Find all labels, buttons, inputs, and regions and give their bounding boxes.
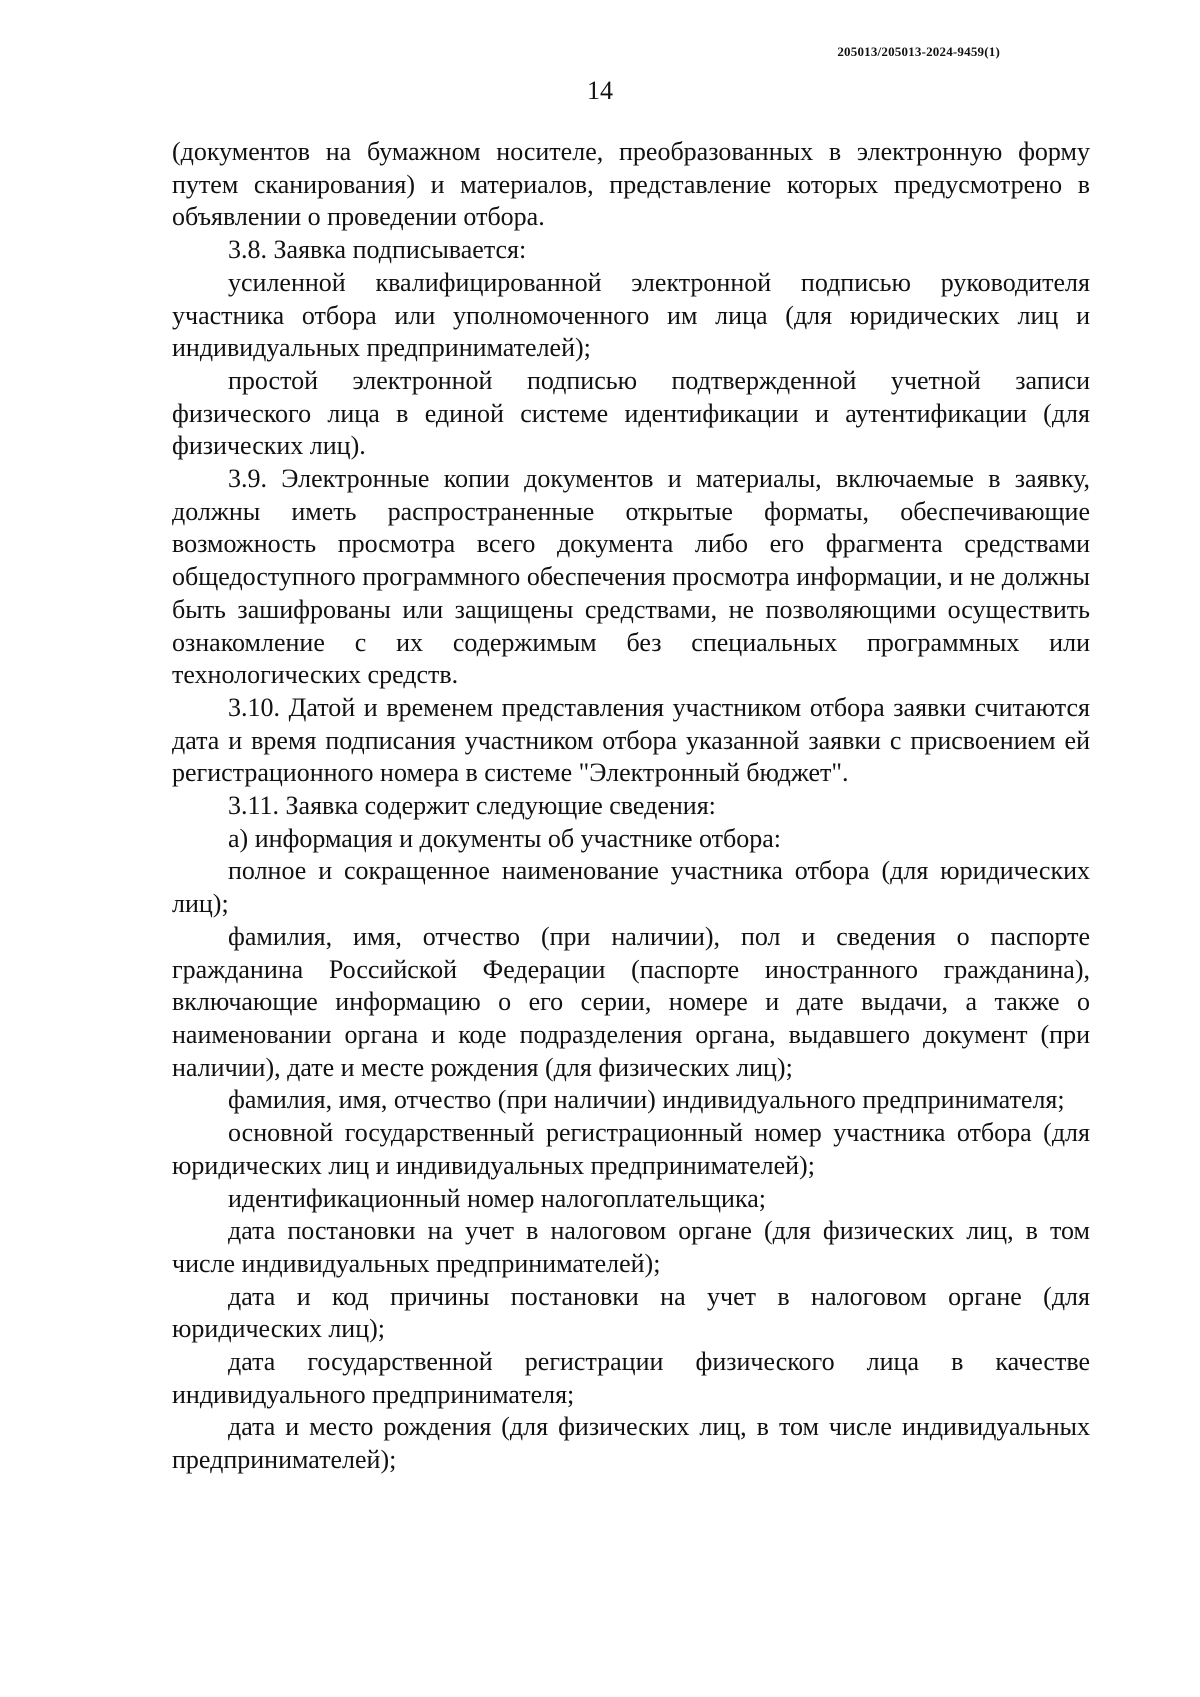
list-item-kpp: дата и код причины постановки на учет в налоговом органе (для юридических лиц); [172, 1281, 1090, 1344]
list-item-passport: фамилия, имя, отчество (при наличии), пол и сведения о паспорте гражданина Российской Федерации (паспорте иностранного гражданина), включающие информацию о его серии, номере и дате выдачи, а также о наименовании органа и коде подразделения органа, выдавшего документ (при наличии), дате и месте рождения (для физических лиц); [172, 921, 1090, 1082]
paragraph-3-8: 3.8. Заявка подписывается: [228, 235, 527, 265]
document-body [172, 136, 1090, 1477]
list-item-ogrn: основной государственный регистрационный номер участника отбора (для юридических лиц и индивидуальных предпринимателей); [172, 1118, 1090, 1180]
list-item-tax-registration-date: дата постановки на учет в налоговом органе (для физических лиц, в том числе индивидуальных предпринимателей); [172, 1216, 1090, 1278]
paragraph-3-11-a: а) информация и документы об участнике отбора: [228, 823, 781, 853]
page-number: 14 [587, 76, 613, 105]
list-item-entrepreneur-name: фамилия, имя, отчество (при наличии) индивидуального предпринимателя; [228, 1085, 1065, 1115]
paragraph-simple-signature: простой электронной подписью подтвержденной учетной записи физического лица в единой системе идентификации и аутентификации (для физических лиц). [172, 365, 1090, 461]
list-item-state-registration-date: дата государственной регистрации физического лица в качестве индивидуального предпринимателя; [172, 1347, 1090, 1409]
list-item-inn: идентификационный номер налогоплательщика; [228, 1183, 766, 1213]
paragraph-qualified-signature: усиленной квалифицированной электронной подписью руководителя участника отбора или уполномоченного им лица (для юридических лиц и индивидуальных предпринимателей); [172, 267, 1090, 363]
paragraph-3-10: 3.10. Датой и временем представления участником отбора заявки считаются дата и время подписания участником отбора указанной заявки с присвоением ей регистрационного номера в системе "Электронный бюджет". [172, 692, 1090, 788]
paragraph-3-11: 3.11. Заявка содержит следующие сведения: [228, 791, 716, 821]
list-item-full-name: полное и сокращенное наименование участника отбора (для юридических лиц); [172, 856, 1090, 919]
paragraph-3-9: 3.9. Электронные копии документов и материалы, включаемые в заявку, должны иметь распространенные открытые форматы, обеспечивающие возможность просмотра всего документа либо его фрагмента средствами общедоступного программного обеспечения просмотра информации, и не должны быть зашифрованы или защищены средствами, не позволяющими осуществить ознакомление с их содержимым без специальных программных или технологических средств. [172, 464, 1090, 690]
paragraph-continuation: (документов на бумажном носителе, преобразованных в электронную форму путем сканирования) и материалов, представление которых предусмотрено в объявлении о проведении отбора. [172, 137, 1090, 232]
list-item-birth-date-place: дата и место рождения (для физических лиц, в том числе индивидуальных предпринимателей); [172, 1412, 1090, 1475]
document-id: 205013/205013-2024-9459(1) [837, 44, 1000, 59]
